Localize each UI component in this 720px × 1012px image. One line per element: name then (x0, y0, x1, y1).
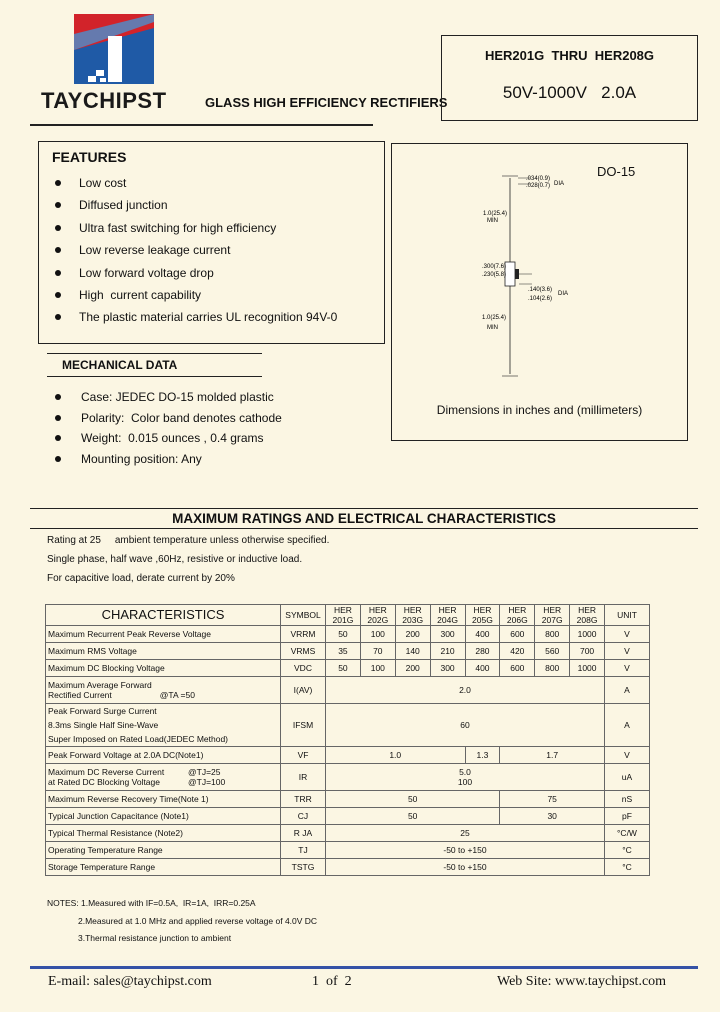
brand-name: TAYCHIPST (41, 88, 167, 113)
bullet-icon (55, 415, 61, 421)
header-part: HER 207G (535, 605, 570, 626)
features-box: FEATURES Low cost Diffused junction Ultra fast switching for high efficiency Low reverse leakage current Low forward voltage drop High current capability The plastic material carries UL recognition 94V-0 (38, 141, 385, 344)
body-dia-unit: DIA (558, 291, 569, 297)
note-2: 2.Measured at 1.0 MHz and applied reverse voltage of 4.0V DC (78, 916, 318, 926)
footer-website[interactable]: Web Site: www.taychipst.com (497, 974, 667, 989)
header-part: HER 203G (395, 605, 430, 626)
table-header-row (46, 605, 650, 626)
bullet-icon (55, 435, 61, 441)
table-row: Maximum RMS Voltage VRMS 35 70 140 210 280 420 560 700 V (46, 643, 650, 660)
header-part: HER 201G (326, 605, 361, 626)
table-row: Typical Thermal Resistance (Note2) R JA 25 °C/W (46, 825, 650, 842)
features-title: FEATURES (52, 149, 127, 165)
table-row: Maximum Recurrent Peak Reverse Voltage VRRM 50 100 200 300 400 600 800 1000 V (46, 626, 650, 643)
part-number-box (441, 35, 698, 121)
table-row: Maximum DC Blocking Voltage VDC 50 100 200 300 400 600 800 1000 V (46, 660, 650, 677)
table-row: Maximum DC Reverse Current @TJ=25 at Rated DC Blocking Voltage @TJ=100 IR 5.0 100 uA (46, 764, 650, 791)
body-length-label-2: .230(5.8) (482, 272, 507, 278)
characteristics-table (45, 604, 650, 876)
header-part: HER 205G (465, 605, 500, 626)
body-length-label: .300(7.6) (482, 264, 507, 270)
bullet-icon (55, 202, 61, 208)
lead-dia-label: .034(0.9) (526, 176, 551, 182)
header-rule (30, 124, 373, 126)
package-name: DO-15 (597, 164, 636, 179)
header-characteristics: CHARACTERISTICS (46, 605, 281, 626)
body-dia-label-2: .104(2.6) (528, 296, 553, 302)
note-1: NOTES: 1.Measured with IF=0.5A, IR=1A, IRR=0.25A (47, 898, 256, 908)
top-lead-min: MIN (487, 218, 498, 224)
do15-outline-drawing (482, 174, 602, 384)
header-part: HER 202G (360, 605, 395, 626)
bullet-icon (55, 247, 61, 253)
rating-note: Rating at 25 ambient temperature unless otherwise specified. (47, 535, 330, 546)
top-lead-length: 1.0(25.4) (483, 211, 508, 217)
table-row: Maximum Reverse Recovery Time(Note 1) TRR 50 75 nS (46, 791, 650, 808)
table-row: Peak Forward Voltage at 2.0A DC(Note1) VF 1.0 1.3 1.7 V (46, 747, 650, 764)
bullet-icon (55, 456, 61, 462)
table-row: Typical Junction Capacitance (Note1) CJ 50 30 pF (46, 808, 650, 825)
bullet-icon (55, 314, 61, 320)
header-part: HER 204G (430, 605, 465, 626)
footer-email[interactable]: E-mail: sales@taychipst.com (48, 974, 212, 989)
table-row: Operating Temperature Range TJ -50 to +150 °C (46, 842, 650, 859)
bullet-icon (55, 225, 61, 231)
ratings-title: MAXIMUM RATINGS AND ELECTRICAL CHARACTERISTICS (30, 508, 698, 529)
lead-dia-unit: DIA (554, 181, 565, 187)
document-subtitle: GLASS HIGH EFFICIENCY RECTIFIERS (205, 95, 448, 110)
voltage-current-rating: 50V-1000V 2.0A (502, 83, 637, 102)
table-row: Maximum Average Forward Rectified Current @TA =50 I(AV) 2.0 A (46, 677, 650, 704)
dimensions-caption: Dimensions in inches and (millimeters) (436, 403, 643, 417)
table-row: Storage Temperature Range TSTG -50 to +150 °C (46, 859, 650, 876)
bullet-icon (55, 180, 61, 186)
header-unit: UNIT (605, 605, 650, 626)
bullet-icon (55, 292, 61, 298)
mechanical-title: MECHANICAL DATA (47, 353, 262, 377)
header-part: HER 208G (570, 605, 605, 626)
rating-note: Single phase, half wave ,60Hz, resistive or inductive load. (47, 554, 303, 565)
part-range: HER201G THRU HER208G (484, 48, 655, 63)
header-part: HER 206G (500, 605, 535, 626)
bottom-lead-length: 1.0(25.4) (482, 315, 507, 321)
note-3: 3.Thermal resistance junction to ambient (78, 933, 232, 943)
company-logo (74, 14, 154, 90)
bottom-lead-min: MIN (487, 325, 498, 331)
lead-dia-label-2: .028(0.7) (526, 183, 551, 189)
package-drawing-box (391, 143, 688, 441)
rating-note: For capacitive load, derate current by 20% (47, 573, 235, 584)
bullet-icon (55, 394, 61, 400)
footer-rule (30, 966, 698, 969)
body-dia-label: .140(3.6) (528, 287, 553, 293)
footer-page: 1 of 2 (312, 974, 352, 989)
header-symbol: SYMBOL (281, 605, 326, 626)
bullet-icon (55, 270, 61, 276)
table-row: Peak Forward Surge Current 8.3ms Single Half Sine-Wave Super Imposed on Rated Load(JEDEC Method) IFSM 60 A (46, 704, 650, 747)
